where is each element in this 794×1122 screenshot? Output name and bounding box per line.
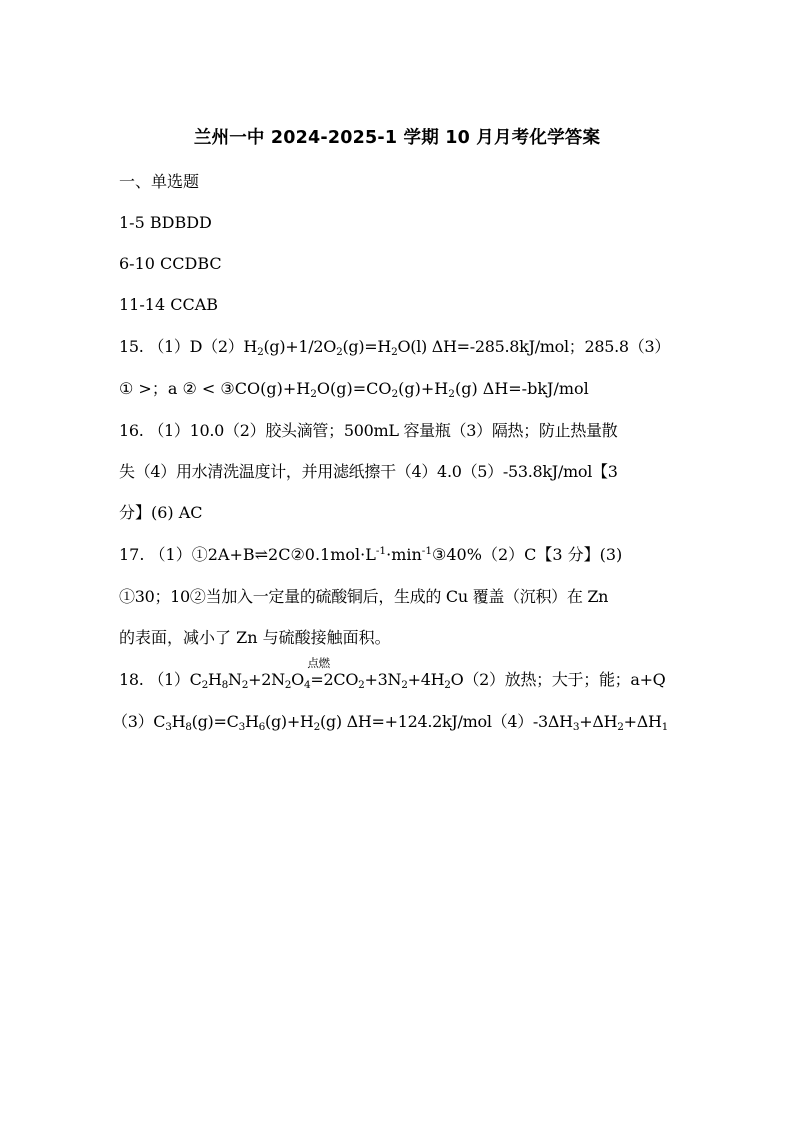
ignition-label: 点燃 bbox=[307, 656, 330, 670]
q18-line-2: $(3)C_3H_8(g)=C_3H_6(g)+H_2(g)$ $\Delta H=+124.2kJ/mol(4)-3\Delta H_3+\Delta H_2+\Delta H_1$ bbox=[112, 712, 669, 733]
q16-line-1: 16. （1）10.0（2）胶头滴管；500mL 容量瓶（3）隔热；防止热量散 bbox=[119, 421, 618, 440]
q15-line-1: 15. $(1)D(2)H_2(g)+1/2O_2(g)=H_2O(l)$ ΔH=-285.8kJ/mol；285.8（3） bbox=[119, 337, 671, 358]
mc-answers-11-14: 11-14 CCAB bbox=[119, 295, 219, 314]
q17-line-3: 的表面，减小了 Zn 与硫酸接触面积。 bbox=[119, 628, 391, 647]
section-heading: 一、单选题 bbox=[119, 172, 200, 191]
q18-line-1: 18. $(1)C_2H_8N_2+2N_2O_4$ 点燃 $=2CO_2+3N_2+4H_2O(2)$放热；大于；能；a+Q bbox=[119, 670, 679, 690]
page-title: 兰州一中 2024-2025-1 学期 10 月月考化学答案 bbox=[193, 128, 601, 148]
q17-line-1: 17. $(1)①2A+B\rightleftharpoons 2C②0.1mol\cdot L^{-1}\cdot\min^{-1}③40\%(2)C$【3 分】(3) bbox=[119, 545, 623, 564]
q15-line-2: ① >；a ② < $③CO(g)+H_2O(g)=CO_2(g)+H_2(g)$ ΔH=-bkJ/mol bbox=[119, 379, 589, 400]
mc-answers-6-10: 6-10 CCDBC bbox=[119, 254, 222, 273]
mc-answers-1-5: 1-5 BDBDD bbox=[119, 213, 212, 232]
reaction-condition: 点燃 =2CO bbox=[310, 670, 358, 690]
q16-line-2: 失（4）用水清洗温度计，并用滤纸擦干（4）4.0（5）-53.8kJ/mol【3 bbox=[119, 462, 618, 481]
q17-line-2: ①30；10②当加入一定量的硫酸铜后，生成的 Cu 覆盖（沉积）在 Zn bbox=[119, 587, 609, 606]
q16-line-3: 分】(6) AC bbox=[119, 503, 203, 522]
